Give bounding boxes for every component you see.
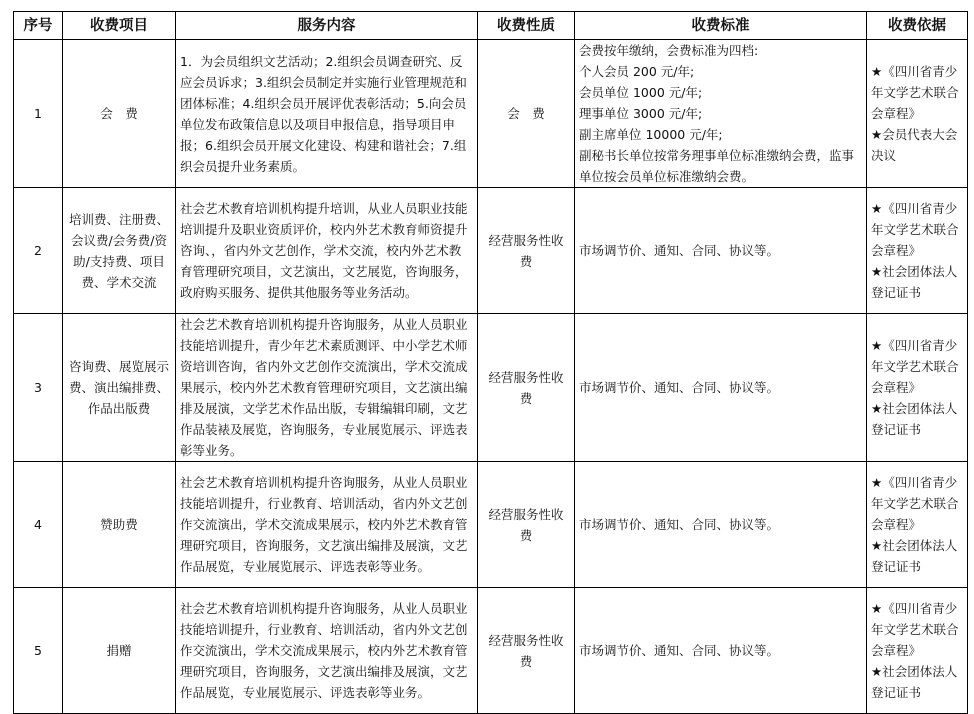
cell-item: 赞助费 — [63, 462, 176, 588]
header-standard: 收费标准 — [575, 12, 867, 40]
cell-item: 培训费、注册费、会议费/会务费/资助/支持费、项目费、学术交流 — [63, 188, 176, 314]
cell-item: 捐赠 — [63, 588, 176, 714]
header-content: 服务内容 — [176, 12, 478, 40]
standard-line: 副主席单位 10000 元/年; — [579, 127, 723, 142]
cell-nature: 经营服务性收 费 — [478, 462, 575, 588]
cell-no: 3 — [14, 314, 63, 462]
header-no: 序号 — [14, 12, 63, 40]
cell-basis — [867, 314, 968, 462]
cell-content: 社会艺术教育培训机构提升咨询服务，从业人员职业技能培训提升，青少年艺术素质测评、中小学艺术师资培训咨询，省内外文艺创作交流演出，学术交流成果展示，校内外艺术教育管理研究项目，文艺演出编排及展演，文学艺术作品出版，专辑编辑印刷，文艺作品装裱及展览，咨询服务，专业展览展示、评选表彰等业务。 — [176, 314, 478, 462]
standard-line: 市场调节价、通知、合同、协议等。 — [579, 243, 780, 258]
standard-line: 个人会员 200 元/年; — [579, 64, 695, 79]
basis-charter: ★《四川省青少年文学艺术联合会章程》 — [871, 338, 959, 395]
basis-charter: ★《四川省青少年文学艺术联合会章程》 — [871, 475, 959, 532]
cell-content: 社会艺术教育培训机构提升咨询服务，从业人员职业技能培训提升，行业教育、培训活动，省内外文艺创作交流演出，学术交流成果展示，校内外艺术教育管理研究项目，咨询服务，文艺演出编排及展演，文艺作品展览，专业展览展示、评选表彰等业务。 — [176, 462, 478, 588]
basis-charter: ★《四川省青少年文学艺术联合会章程》 — [871, 201, 959, 258]
basis-charter: ★《四川省青少年文学艺术联合会章程》 — [871, 64, 959, 121]
cell-standard — [575, 462, 867, 588]
header-item: 收费项目 — [63, 12, 176, 40]
cell-standard — [575, 588, 867, 714]
cell-content: 社会艺术教育培训机构提升培训，从业人员职业技能培训提升及职业资质评价，校内外艺术教育师资提升咨询、，省内外文艺创作，学术交流，校内外艺术教育管理研究项目，文艺演出，文艺展览，咨询服务，政府购买服务、提供其他服务等业务活动。 — [176, 188, 478, 314]
standard-line: 市场调节价、通知、合同、协议等。 — [579, 643, 780, 658]
cell-no: 1 — [14, 40, 63, 188]
basis-charter: ★《四川省青少年文学艺术联合会章程》 — [871, 601, 959, 658]
standard-line: 市场调节价、通知、合同、协议等。 — [579, 380, 780, 395]
table-row — [14, 462, 968, 588]
cell-basis — [867, 588, 968, 714]
fee-table — [13, 11, 968, 714]
cell-content: 社会艺术教育培训机构提升咨询服务，从业人员职业技能培训提升，行业教育、培训活动，省内外文艺创作交流演出，学术交流成果展示，校内外艺术教育管理研究项目，咨询服务，文艺演出编排及展演，文艺作品展览，专业展览展示、评选表彰等业务。 — [176, 588, 478, 714]
cell-no: 5 — [14, 588, 63, 714]
table-row — [14, 588, 968, 714]
cell-basis — [867, 40, 968, 188]
cell-standard — [575, 40, 867, 188]
cell-nature: 经营服务性收 费 — [478, 588, 575, 714]
table-row — [14, 188, 968, 314]
table-row — [14, 314, 968, 462]
cell-content: 1．为会员组织文艺活动；2.组织会员调查研究、反应会员诉求；3.组织会员制定并实施行业管理规范和团体标准；4.组织会员开展评优表彰活动；5.向会员单位发布政策信息以及项目申报信息，指导项目申报；6.组织会员开展文化建设、构建和谐社会；7.组织会员提升业务素质。 — [176, 40, 478, 188]
cell-basis — [867, 188, 968, 314]
basis-resolution: ★会员代表大会决议 — [871, 127, 958, 163]
header-nature: 收费性质 — [478, 12, 575, 40]
header-basis: 收费依据 — [867, 12, 968, 40]
standard-line: 理事单位 3000 元/年; — [579, 106, 703, 121]
cell-no: 2 — [14, 188, 63, 314]
basis-certificate: ★社会团体法人登记证书 — [871, 264, 958, 300]
basis-certificate: ★社会团体法人登记证书 — [871, 538, 958, 574]
basis-certificate: ★社会团体法人登记证书 — [871, 401, 958, 437]
cell-nature: 经营服务性收 费 — [478, 188, 575, 314]
cell-no: 4 — [14, 462, 63, 588]
cell-standard — [575, 314, 867, 462]
cell-basis — [867, 462, 968, 588]
cell-standard — [575, 188, 867, 314]
cell-nature: 经营服务性收 费 — [478, 314, 575, 462]
header-row — [14, 12, 968, 40]
standard-line: 市场调节价、通知、合同、协议等。 — [579, 517, 780, 532]
basis-certificate: ★社会团体法人登记证书 — [871, 664, 958, 700]
table-row — [14, 40, 968, 188]
cell-nature: 会 费 — [478, 40, 575, 188]
standard-line: 会费按年缴纳，会费标准为四档: — [579, 43, 759, 58]
cell-item: 会 费 — [63, 40, 176, 188]
cell-item: 咨询费、展览展示费、演出编排费、作品出版费 — [63, 314, 176, 462]
standard-line: 会员单位 1000 元/年; — [579, 85, 703, 100]
standard-line: 副秘书长单位按常务理事单位标准缴纳会费，监事单位按会员单位标准缴纳会费。 — [579, 148, 855, 184]
